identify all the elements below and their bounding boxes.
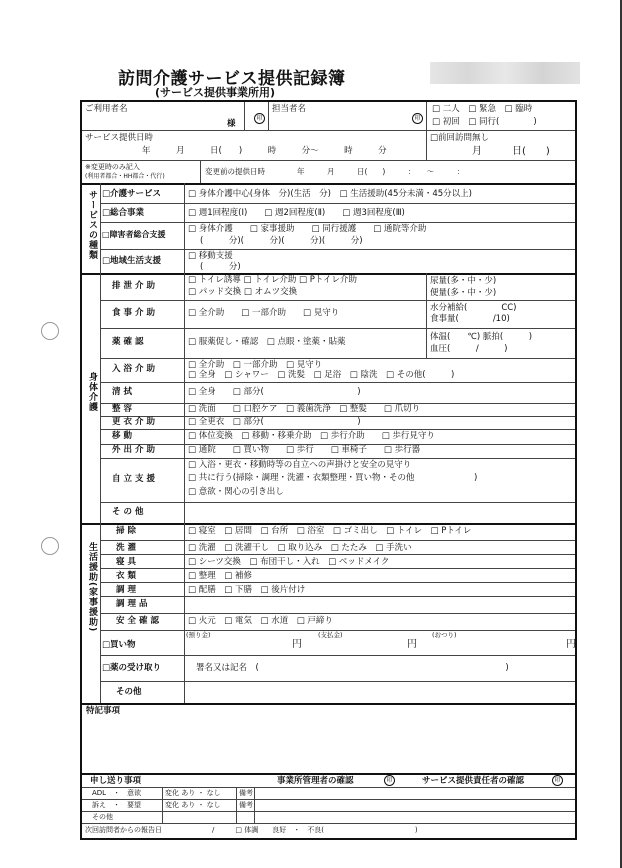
- type-disability-v2: ( 分)( 分)( 分)( 分): [200, 236, 363, 246]
- life-row-options[interactable]: □ シーツ交換 □ 布団干し・入れ □ ベッドメイク: [188, 557, 390, 567]
- biko: 備考: [239, 789, 253, 797]
- body-row-options[interactable]: □ 全身 □ シャワー □ 洗髪 □ 足浴 □ 陰洗 □ その他( ): [188, 370, 455, 380]
- body-row-options[interactable]: □ 洗面 □ 口腔ケア □ 義歯洗浄 □ 整髪 □ 爪切り: [188, 403, 421, 414]
- body-row-label: 外出介助: [112, 445, 159, 455]
- urine: 尿量(多・中・少): [430, 276, 497, 286]
- next-report-v: / □ 体調 良好 ・ 不良( ): [212, 826, 418, 834]
- shiharai: (支払金): [318, 631, 343, 639]
- body-row-options[interactable]: □ 意欲・関心の引き出し: [188, 486, 284, 497]
- change-before: 変更前の提供日時: [205, 167, 265, 176]
- yen: 円: [407, 639, 417, 650]
- body-row-options[interactable]: □ 全更衣 □ 部分( ): [188, 416, 361, 427]
- punch-hole: [41, 322, 59, 340]
- other-label: その他: [92, 813, 113, 821]
- change-note-2: (利用者都合・HH都合・代行): [85, 173, 165, 180]
- life-row-label: 掃除: [116, 526, 140, 536]
- yen: 円: [566, 639, 576, 650]
- blood-pressure: 血圧( / ): [430, 344, 508, 354]
- opt-two[interactable]: □ 二人 □ 緊急 □ 臨時: [432, 104, 533, 114]
- body-row-label: 薬確認: [112, 337, 147, 347]
- stool: 便量(多・中・少): [430, 288, 497, 298]
- body-row-options[interactable]: □ 全介助 □ 一部介助 □ 見守り: [188, 360, 323, 370]
- signature-line: 署名又は記名 ( ): [196, 663, 509, 673]
- blurred-logo: [430, 62, 580, 84]
- seal-mark: 印: [384, 775, 395, 786]
- type-disability-v: □ 身体介護 □ 家事援助 □ 同行援護 □ 通院等介助: [188, 224, 427, 234]
- biko: 備考: [239, 801, 253, 809]
- prev-date: 月 日( ): [472, 146, 550, 157]
- life-row-options[interactable]: □ 整理 □ 補修: [188, 571, 252, 581]
- body-row-label: その他: [112, 506, 147, 517]
- change-flag[interactable]: 変化 あり ・ なし: [165, 789, 221, 797]
- life-row-label: 洗濯: [116, 543, 140, 553]
- responsible-check: サービス提供責任者の確認: [422, 776, 525, 786]
- life-side: 生活援助(家事援助): [87, 542, 97, 633]
- meal: 食事量( /10): [430, 314, 510, 324]
- record-form: [80, 100, 577, 840]
- body-row-options[interactable]: □ 服薬促し・確認 □ 点眼・塗薬・貼薬: [188, 337, 346, 347]
- body-row-options[interactable]: □ 全身 □ 部分( ): [188, 386, 361, 397]
- body-row-label: 移動: [112, 430, 136, 441]
- medicine[interactable]: □薬の受け取り: [102, 663, 162, 673]
- type-general-v: □ 週1回程度(Ⅰ) □ 週2回程度(Ⅱ) □ 週3回程度(Ⅲ): [188, 208, 405, 218]
- page-title: 訪問介護サービス提供記録簿: [118, 69, 346, 89]
- yen: 円: [292, 639, 302, 650]
- body-row-options[interactable]: □ 体位変換 □ 移動・移乗介助 □ 歩行介助 □ 歩行見守り: [188, 430, 435, 441]
- change-note: ※変更時のみ記入: [85, 163, 140, 171]
- body-row-label: 食事介助: [112, 308, 159, 318]
- seal-mark: 印: [552, 775, 563, 786]
- life-row-label: 衣類: [116, 571, 140, 581]
- body-row-options[interactable]: □ 通院 □ 買い物 □ 歩行 □ 車椅子 □ 歩行器: [188, 445, 421, 455]
- types-side: サービスの種類: [87, 190, 97, 260]
- manager-check: 事業所管理者の確認: [277, 776, 354, 786]
- staff-label: 担当者名: [272, 104, 307, 114]
- life-row-label: 安全確認: [116, 616, 163, 626]
- type-disability[interactable]: □障害者総合支援: [102, 230, 166, 239]
- life-row-label: 寝具: [116, 557, 140, 567]
- type-care[interactable]: □介護サービス: [102, 189, 162, 199]
- prev-none[interactable]: □前回訪問無し: [430, 133, 490, 143]
- life-row-options[interactable]: □ 洗濯 □ 洗濯干し □ 取り込み □ たたみ □ 手洗い: [188, 543, 412, 553]
- body-row-label: 清拭: [112, 386, 136, 397]
- body-side: 身体介護: [87, 372, 97, 412]
- sama-label: 様: [227, 119, 236, 129]
- handover: 申し送り事項: [90, 776, 142, 786]
- water: 水分補給( CC): [430, 303, 517, 313]
- type-local-v: □ 移動支援: [188, 251, 233, 261]
- body-row-options[interactable]: □ パッド交換 □ オムツ交換: [188, 286, 298, 297]
- body-row-options[interactable]: □ 全介助 □ 一部介助 □ 見守り: [188, 308, 340, 318]
- type-care-v: □ 身体介護中心(身体 分)(生活 分) □ 生活援助(45分未満・45分以上): [188, 189, 472, 199]
- life-row-options[interactable]: □ 寝室 □ 居間 □ 台所 □ 浴室 □ ゴミ出し □ トイレ □ Pトイレ: [188, 526, 472, 536]
- life-row-label: 調理: [116, 585, 140, 595]
- life-row-label: 調理品: [116, 599, 151, 609]
- seal-mark: 印: [254, 113, 265, 124]
- date-label: サービス提供日時: [85, 133, 154, 143]
- body-row-label: 自立支援: [112, 474, 159, 484]
- body-row-label: 入浴介助: [112, 364, 159, 374]
- opt-first[interactable]: □ 初回 □ 同行( ): [432, 117, 537, 127]
- body-row-label: 整容: [112, 403, 136, 414]
- body-row-options[interactable]: □ トイレ誘導 □ トイレ介助 □ Pトイレ介助: [188, 275, 357, 285]
- page-subtitle: (サービス提供事業所用): [155, 86, 276, 99]
- life-other: その他: [116, 687, 142, 697]
- change-flag[interactable]: 変化 あり ・ なし: [165, 801, 221, 809]
- special-notes: 特記事項: [86, 706, 121, 716]
- type-local[interactable]: □地域生活支援: [102, 256, 162, 266]
- punch-hole: [41, 537, 59, 555]
- life-row-options[interactable]: □ 配膳 □ 下膳 □ 後片付け: [188, 585, 306, 595]
- body-row-options[interactable]: □ 共に行う(掃除・調理・洗濯・衣類整理・買い物・その他 ): [188, 473, 478, 484]
- body-row-options[interactable]: □ 入浴・更衣・移動時等の自立への声掛けと安全の見守り: [188, 460, 412, 470]
- shopping[interactable]: □買い物: [102, 640, 136, 650]
- type-general[interactable]: □総合事業: [102, 208, 145, 218]
- otsuri: (おつり): [432, 631, 457, 639]
- seal-mark: 印: [412, 113, 423, 124]
- change-line: 年 月 日( ) ： 〜 ：: [297, 167, 465, 176]
- type-local-v2: ( 分): [200, 262, 241, 272]
- adl-label: ADL ・ 意欲: [92, 789, 142, 797]
- body-row-label: 更衣介助: [112, 416, 159, 427]
- body-row-label: 排泄介助: [112, 280, 159, 291]
- next-report: 次回訪問者からの報告日: [85, 826, 162, 834]
- life-row-options[interactable]: □ 火元 □ 電気 □ 水道 □ 戸締り: [188, 616, 333, 626]
- temp: 体温( ℃) 脈拍( ): [430, 332, 533, 342]
- azukari: (預り金): [186, 631, 211, 639]
- user-label: ご利用者名: [85, 104, 128, 114]
- date-line: 年 月 日( ) 時 分〜 時 分: [142, 146, 387, 156]
- demand-label: 訴え ・ 要望: [92, 801, 141, 809]
